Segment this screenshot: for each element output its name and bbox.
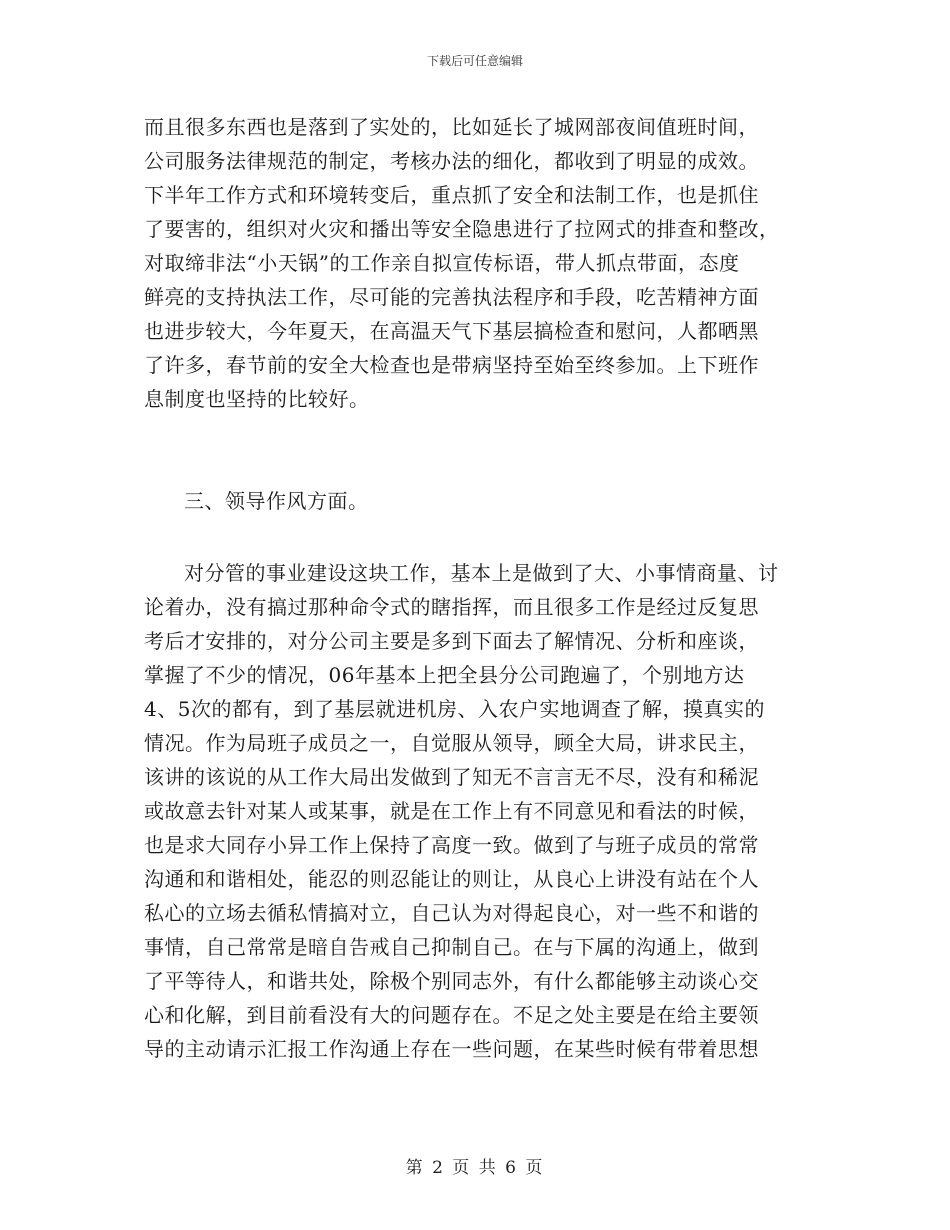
paragraph-line: 掌握了不少的情况，06年基本上把全县分公司跑遍了，个别地方达 (144, 663, 745, 687)
paragraph-line: 论着办，没有搞过那种命令式的瞎指挥，而且很多工作是经过反复思 (144, 595, 759, 619)
paragraph-line: 了许多，春节前的安全大检查也是带病坚持至始至终参加。上下班作 (144, 353, 759, 377)
paragraph-line: 了要害的，组织对火灾和播出等安全隐患进行了拉网式的排查和整改， (144, 217, 780, 241)
page-number-footer: 第 2 页 共 6 页 (405, 1158, 545, 1178)
paragraph-line: 对分管的事业建设这块工作，基本上是做到了大、小事情商量、讨 (184, 561, 779, 585)
paragraph-line: 对取缔非法“小天锅”的工作亲自拟宣传标语，带人抓点带面，态度 (144, 251, 740, 275)
page-header-note: 下载后可任意编辑 (426, 54, 523, 68)
paragraph-line: 也进步较大，今年夏天，在高温天气下基层搞检查和慰问，人都晒黑 (144, 319, 759, 343)
paragraph-2 (144, 556, 804, 1066)
paragraph-line: 而且很多东西也是落到了实处的，比如延长了城网部夜间值班时间， (144, 115, 759, 139)
paragraph-line: 考后才安排的，对分公司主要是多到下面去了解情况、分析和座谈， (144, 629, 759, 653)
paragraph-line: 沟通和和谐相处，能忍的则忍能让的则让，从良心上讲没有站在个人 (144, 867, 759, 891)
paragraph-line: 导的主动请示汇报工作沟通上存在一些问题，在某些时候有带着思想 (144, 1037, 759, 1061)
paragraph-line: 事情，自己常常是暗自告戒自己抑制自己。在与下属的沟通上，做到 (144, 935, 759, 959)
paragraph-line: 心和化解，到目前看没有大的问题存在。不足之处主要是在给主要领 (144, 1003, 759, 1027)
paragraph-line: 也是求大同存小异工作上保持了高度一致。做到了与班子成员的常常 (144, 833, 759, 857)
paragraph-line: 该讲的该说的从工作大局出发做到了知无不言言无不尽，没有和稀泥 (144, 765, 759, 789)
paragraph-line: 或故意去针对某人或某事，就是在工作上有不同意见和看法的时候， (144, 799, 759, 823)
paragraph-line: 情况。作为局班子成员之一，自觉服从领导，顾全大局，讲求民主， (144, 731, 759, 755)
paragraph-line: 下半年工作方式和环境转变后，重点抓了安全和法制工作，也是抓住 (144, 183, 759, 207)
paragraph-line: 公司服务法律规范的制定，考核办法的细化，都收到了明显的成效。 (144, 149, 759, 173)
paragraph-line: 私心的立场去循私情搞对立，自己认为对得起良心，对一些不和谐的 (144, 901, 759, 925)
paragraph-line: 息制度也坚持的比较好。 (144, 387, 370, 411)
section-heading: 三、领导作风方面。 (184, 489, 369, 513)
paragraph-1 (144, 110, 804, 416)
paragraph-line: 了平等待人，和谐共处，除极个别同志外，有什么都能够主动谈心交 (144, 969, 759, 993)
paragraph-line: 鲜亮的支持执法工作，尽可能的完善执法程序和手段，吃苦精神方面 (144, 285, 759, 309)
paragraph-line: 4、5次的都有，到了基层就进机房、入农户实地调查了解，摸真实的 (144, 697, 765, 721)
